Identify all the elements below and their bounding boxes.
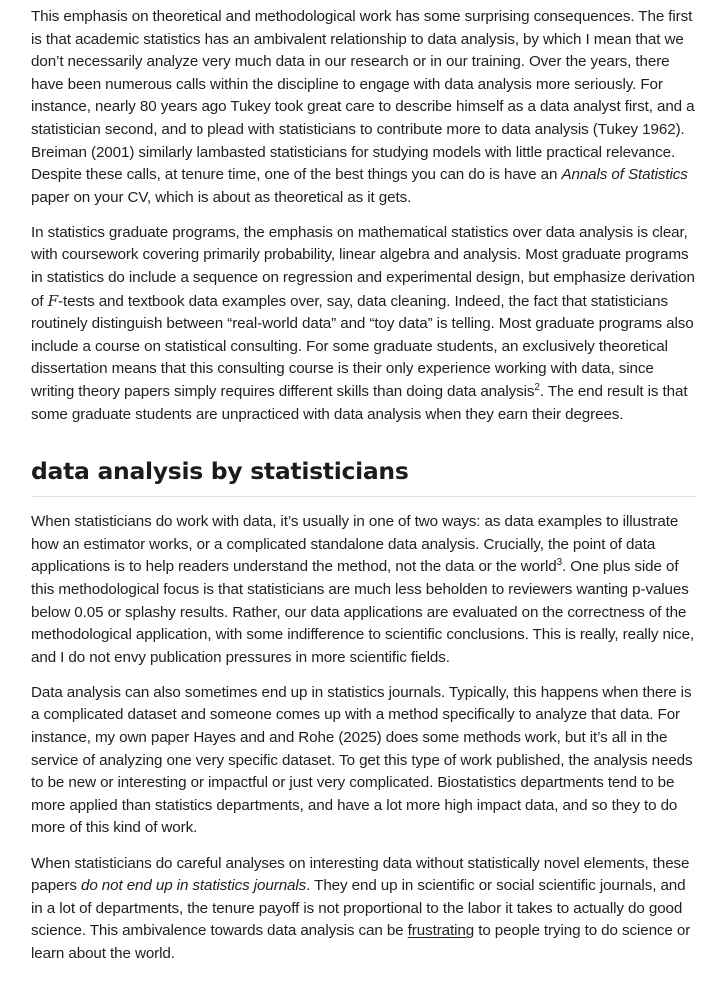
journal-name-emphasis: Annals of Statistics (561, 166, 688, 184)
footnote-ref-3[interactable]: 3 (556, 557, 563, 569)
footnote-ref-2[interactable]: 2 (534, 381, 540, 393)
paragraph-text: . The end result is that some graduate students are unpracticed with data analysis when they earn their degrees. (31, 383, 688, 423)
paragraph-text: ) similarly lambasted statisticians for studying models with little practical relevance. Despite these calls, at tenure time, one of the best things you can do is have an (31, 143, 676, 184)
paragraph-text: When statisticians do work with data, it’s usually in one of two ways: as data examples to illustrate how an estimator works, or a complicated standalone data analysis. Crucially, the point of data applications is to help readers understand the method, not the data or the world (31, 513, 679, 576)
frustrating-link[interactable]: frustrating (407, 922, 475, 940)
section-heading: data analysis by statisticians (31, 456, 697, 497)
math-variable-f: F (47, 291, 59, 310)
paragraph-text: to people trying to do science or learn about the world. (31, 922, 691, 962)
paragraph-text: This emphasis on theoretical and methodological work has some surprising consequences. The first is that academic statistics has an ambivalent relationship to data analysis, by which I mean that we don’t necessarily analyze very much data in our research or in our training. Over the years, there have been numerous calls within the discipline to engage with data analysis more seriously. For instance, nearly 80 years ago Tukey took great care to describe himself as a data analyst first, and a statistician second, and to plead with statisticians to contribute more to data analysis ( (31, 8, 695, 138)
citation-tukey-1962[interactable]: Tukey 1962 (597, 120, 676, 138)
paragraph-tenure-consequences (31, 6, 697, 209)
citation-breiman-2001[interactable]: 2001 (95, 143, 130, 161)
paragraph-text: ). Breiman ( (31, 120, 685, 161)
paragraph-text: paper on your CV, which is about as theoretical as it gets. (31, 188, 412, 206)
paragraph-text: -tests and textbook data examples over, say, data cleaning. Indeed, the fact that statisticians routinely distinguish between “real-world data” and “toy data” is telling. Most graduate programs also include a course on statistical consulting. For some graduate students, an exclusively theoretical dissertation means that this consulting course is their only experience working with data, since writing theory papers simply requires different skills than doing data analysis (31, 292, 694, 400)
paragraph-text: . One plus side of this methodological focus is that statisticians are much less beholden to reviewers wanting p-values below 0.05 or splashy results. Rather, our data applications are evaluated on the correctness of the methodological application, with some indifference to scientific conclusions. This is really, really nice, and I do not envy publication pressures in more scientific fields. (31, 558, 695, 666)
paragraph-statistics-journals: Data analysis can also sometimes end up in statistics journals. Typically, this happens when there is a complicated dataset and someone comes up with a method specifically to analyze that data. For instance, my own paper Hayes and and Rohe (2025) does some methods work, but it’s all in the service of analyzing one very specific dataset. To get this type of work published, the analysis needs to be new or interesting or impactful or just very complicated. Biostatistics departments tend to be more applied than statistics departments, and have a lot more high impact data, and so they to do more of this kind of work. (31, 683, 693, 837)
paragraph-text: In statistics graduate programs, the emphasis on mathematical statistics over data analysis is clear, with coursework covering primarily probability, linear algebra and analysis. Most graduate programs in statistics do include a sequence on regression and experimental design, but emphasize derivation of (31, 223, 695, 310)
paragraph-text: When statisticians do careful analyses on interesting data without statistically novel elements, these papers (31, 854, 690, 895)
paragraph-graduate-programs (31, 222, 697, 426)
paragraph-data-examples (31, 511, 697, 669)
emphasis-text: do not end up in statistics journals (80, 877, 307, 895)
paragraph-careful-analyses (31, 853, 697, 966)
paragraph-text: . They end up in scientific or social scientific journals, and in a lot of departments, the tenure payoff is not proportional to the labor it takes to actually do good science. This ambivalence towards data analysis can be (31, 877, 686, 940)
